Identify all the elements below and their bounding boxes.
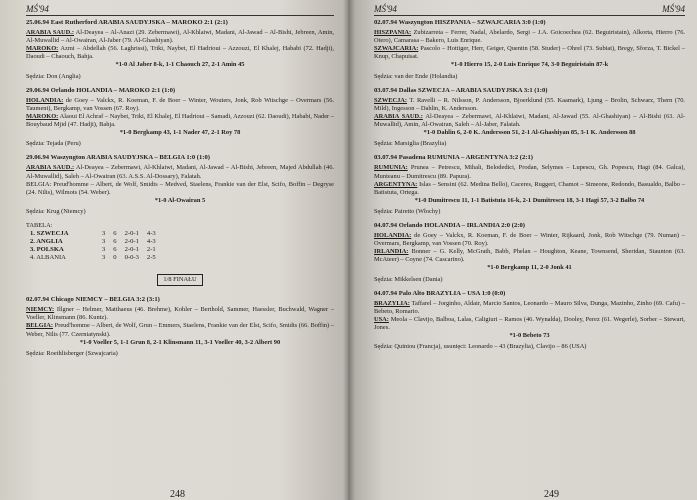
match-entry <box>26 296 334 358</box>
table-position: 4. <box>30 254 35 262</box>
team-lineup <box>374 29 685 45</box>
table-record: 0-0-3 <box>124 254 139 262</box>
match-entry <box>374 222 685 284</box>
lineup-text: T. Ravelli – R. Nilsson, P. Andersson, Bjoerklund (55. Kaamark), Ljung – Brolin, Schwarz, Thern (70. Mild), Ingesson – Dahlin, K. Andersson. <box>374 96 685 112</box>
team-name: RUMUNIA: <box>374 164 408 172</box>
goal-scorers: *1-0 Bergkamp 43, 1-1 Nader 47, 2-1 Roy 78 <box>119 129 241 137</box>
running-head <box>26 4 334 16</box>
table-points: 6 <box>113 230 117 238</box>
team-name: BELGIA: <box>26 322 53 330</box>
team-lineup <box>374 300 685 316</box>
lineup-text: Illgner – Helmer, Matthaeus (46. Brehme), Kohler – Berthold, Sammer, Haessler, Buchwald, Wagner – Voeller, Klinsmann (86. Kuntz). <box>26 306 334 322</box>
match-header: 29.06.94 Waszyngton ARABIA SAUDYJSKA – BELGIA 1:0 (1:0) <box>26 154 210 162</box>
table-points: 6 <box>113 246 117 254</box>
referee: Sędzia: van der Ende (Holandia) <box>374 72 458 80</box>
table-points: 0 <box>113 254 117 262</box>
team-lineup <box>374 181 685 197</box>
table-played: 3 <box>102 246 106 254</box>
goal-scorers: *1-0 Al-Owairan 5 <box>154 196 206 204</box>
match-entry <box>374 87 685 149</box>
match-entry <box>374 19 685 81</box>
table-record: 2-0-1 <box>124 238 139 246</box>
goal-scorers: *1-0 Hierro 15, 2-0 Luis Enrique 74, 3-0 Beguiristain 87-k <box>450 61 609 69</box>
match-entry <box>26 87 334 149</box>
table-team-name: SZWECJA <box>36 230 69 238</box>
match-header: 25.06.94 East Rutherford ARABIA SAUDYJSKA – MAROKO 2:1 (2:1) <box>26 19 228 26</box>
running-head-title: MŚ'94 <box>26 4 49 14</box>
match-entry <box>374 290 685 352</box>
book-gutter <box>343 0 355 500</box>
table-position: 3. <box>30 246 35 254</box>
group-table <box>26 222 334 262</box>
match-entry <box>26 19 334 81</box>
table-team <box>26 254 98 262</box>
match-entry <box>26 154 334 216</box>
team-name: SZWAJCARIA: <box>374 45 419 53</box>
table-played: 3 <box>102 254 106 262</box>
lineup-text: Islas – Sensini (62. Medina Bello), Caceres, Ruggeri, Chamot – Simeone, Redondo, Basualdo, Balbo – Batistuta, Ortega. <box>374 180 685 196</box>
goal-scorers: *1-0 Voeller 5, 1-1 Grun 8, 2-1 Klinsmann 11, 3-1 Voeller 40, 3-2 Albert 90 <box>79 338 281 346</box>
referee: Sędzia: Tejada (Peru) <box>26 140 81 148</box>
stage-label: 1/8 FINAŁU <box>157 274 203 286</box>
table-row <box>26 246 160 254</box>
match-header: 02.07.94 Waszyngton HISZPANIA – SZWAJCARIA 3:0 (1:0) <box>374 19 546 26</box>
team-name: IRLANDIA: <box>374 248 409 256</box>
table-position: 2. <box>30 238 35 246</box>
table-team-name: ANGLIA <box>36 238 63 246</box>
team-name: MAROKO: <box>26 112 59 120</box>
team-name: HOLANDIA: <box>374 232 412 240</box>
running-head-right: MŚ'94 <box>662 4 685 14</box>
team-name: MAROKO: <box>26 45 59 53</box>
running-head-title: MŚ'94 <box>374 4 397 14</box>
table-title: TABELA: <box>26 221 53 229</box>
page-number: 248 <box>170 489 185 500</box>
lineup-text: BELGIA: Preud'homme – Albert, de Wolf, Smidts – Medved, Staelens, Frankie van der Elst, Scifo, Boffin – Degryse (24. Nilis), Wilmots (54. Weber). <box>26 180 334 196</box>
table-row <box>26 238 160 246</box>
team-lineup <box>374 316 685 332</box>
table-team-name: ALBANIA <box>36 254 66 262</box>
left-page <box>0 0 348 500</box>
lineup-text: de Goey – Valckx, R. Koeman, F. de Boer – Winter, Wouters, Jonk, Rob Witschge – Overmars (56. Taument), Bergkamp, van Vossen (67. Roy). <box>26 96 334 112</box>
match-header: 29.06.94 Orlando HOLANDIA – MAROKO 2:1 (1:0) <box>26 86 176 94</box>
right-page <box>348 0 697 500</box>
table-row <box>26 230 160 238</box>
match-header: 04.07.94 Palo Alto BRAZYLIA – USA 1:0 (0:0) <box>374 289 506 297</box>
team-name: ARABIA SAUD.: <box>26 164 75 172</box>
table-team <box>26 230 98 238</box>
lineup-text: Taffarel – Jorginho, Aldair, Marcio Santos, Leonardo – Mauro Silva, Dunga, Mazinho, Zinho (69. Cafu) – Bebeto, Romario. <box>374 299 685 315</box>
team-lineup <box>26 97 334 113</box>
table-team <box>26 246 98 254</box>
table-points: 6 <box>113 238 117 246</box>
page-number: 249 <box>544 489 559 500</box>
goal-scorers: *1-0 Dumitrescu 11, 1-1 Batistuta 16-k, 2-1 Dumitrescu 18, 3-1 Hagi 57, 3-2 Balbo 74 <box>414 196 645 204</box>
team-lineup <box>26 113 334 129</box>
lineup-text: Alaoui El Achraf – Naybet, Triki, El Khalej, El Hadrioui – Samadi, Azzouzi (62. Daoudi), Hababi, Nader – Bouybaud Mjid (47. Hadji), Bahja. <box>26 112 334 129</box>
team-name: ARABIA SAUD.: <box>374 112 423 120</box>
lineup-text: Bonner – G. Kelly, McGrath, Babb, Phelan – Houghton, Keane, Townsend, Sheridan, Staunton (63. McAteer) – Coyne (74. Cascarino). <box>374 248 685 264</box>
table-played: 3 <box>102 238 106 246</box>
team-lineup <box>374 164 685 180</box>
referee: Sędzia: Roethlisberger (Szwajcaria) <box>26 349 118 357</box>
team-lineup <box>26 29 334 45</box>
goal-scorers: *1-0 Al Jaber 8-k, 1-1 Chaouch 27, 2-1 Amin 45 <box>115 61 245 69</box>
team-name: USA: <box>374 315 389 323</box>
table-goals: 4-3 <box>146 238 156 246</box>
table-goals: 4-3 <box>146 230 156 238</box>
team-lineup <box>26 45 334 61</box>
team-lineup <box>26 306 334 322</box>
team-lineup <box>26 181 334 197</box>
table-played: 3 <box>102 230 106 238</box>
match-entry <box>374 154 685 216</box>
table-goals: 2-5 <box>146 254 156 262</box>
team-name: HISZPANIA: <box>374 29 412 37</box>
team-lineup <box>374 113 685 129</box>
table-team-name: POLSKA <box>36 246 64 254</box>
match-header: 03.07.94 Pasadena RUMUNIA – ARGENTYNA 3:2 (2:1) <box>374 154 533 162</box>
lineup-text: Azmi – Abdellah (56. Laghrissi), Triki, Naybet, El Hadrioui – Azzouzi, El Khalej, Hababi (72. Hadji), Daoudi – Chaouch, Bahja. <box>26 45 334 61</box>
lineup-text: Zubizarreta – Ferrer, Nadal, Abelardo, Sergi – J.A. Goicoechea (62. Beguiristain), Alkorta, Hierro (76. Otero), Camarasa – Bakero, Luis Enrique. <box>374 29 685 45</box>
team-lineup <box>374 45 685 61</box>
lineup-text: Al-Deayea – Zebermawi, Al-Khlaiwi, Madani, Al-Jawad – Al-Bishi, Jebreen, Majed Abdullah (46. Al-Muwallid), Saleh – Al-Owairan (63. A.S.S. Al-Dossary), Falatah. <box>26 164 334 180</box>
standings-table <box>26 230 160 262</box>
table-position: 1. <box>30 230 35 238</box>
lineup-text: Al-Deayea – Al-Anazi (29. Zebermawi), Al-Khlaiwi, Madani, Al-Jawad – Al-Bishi, Jebreen, Amin, Al-Muwallid – Al-Owairan, Al-Jaber (79. Al-Ghashiyan). <box>26 29 334 45</box>
team-name: ARABIA SAUD.: <box>26 29 74 37</box>
team-name: NIEMCY: <box>26 306 55 314</box>
team-lineup <box>374 97 685 113</box>
table-record: 2-0-1 <box>124 246 139 254</box>
table-record: 2-0-1 <box>124 230 139 238</box>
lineup-text: Al-Deayea – Zebermawi, Al-Khlaiwi, Madani, Al-Jawad (55. Al-Ghashiyan) – Al-Bishi (63. Al-Muwallid), Amin, Al-Owairan, Saleh – Al-Jaber, Falatah. <box>374 112 685 129</box>
goal-scorers: *1-0 Bergkamp 11, 2-0 Jonk 41 <box>487 264 572 272</box>
team-name: ARGENTYNA: <box>374 180 418 188</box>
goal-scorers: *1-0 Bebeto 73 <box>509 332 550 340</box>
team-lineup <box>374 232 685 248</box>
referee: Sędzia: Krug (Niemcy) <box>26 207 86 215</box>
match-header: 03.07.94 Dallas SZWECJA – ARABIA SAUDYJSKA 3:1 (1:0) <box>374 86 548 94</box>
referee: Sędzia: Don (Anglia) <box>26 72 81 80</box>
team-name: BRAZYLIA: <box>374 299 410 307</box>
goal-scorers: *1-0 Dahlin 6, 2-0 K. Andersson 51, 2-1 Al-Ghashiyan 85, 3-1 K. Andersson 88 <box>423 129 636 137</box>
lineup-text: Pascolo – Hottiger, Herr, Geiger, Quentin (58. Studer) – Ohrel (73. Subiat), Bregy, Sforza, T. Bickel – Knup, Chapuisat. <box>374 45 685 61</box>
referee: Sędzia: Pairetto (Włochy) <box>374 207 441 215</box>
table-team <box>26 238 98 246</box>
referee: Sędzia: Quiniou (Francja), usunięci: Leonardo – 43 (Brazylia), Clavijo – 86 (USA) <box>374 343 587 351</box>
table-goals: 2-1 <box>146 246 156 254</box>
team-name: HOLANDIA: <box>26 96 64 104</box>
match-header: 04.07.94 Orlando HOLANDIA – IRLANDIA 2:0 (2:0) <box>374 221 525 229</box>
team-lineup <box>26 322 334 338</box>
lineup-text: Preud'homme – Albert, de Wolf, Grun – Emmers, Staelens, Frankie van der Elst, Scifo, Smidts (66. Boffin) – Weber, Nilis (77. Czerniatynski). <box>26 322 334 338</box>
match-header: 02.07.94 Chicago NIEMCY – BELGIA 3:2 (3:1) <box>26 296 160 304</box>
lineup-text: de Goey – Valckx, R. Koeman, F. de Boer – Winter, Rijkaard, Jonk, Rob Witschge (79. Numan) – Overmars, Bergkamp, van Vossen (70. Roy). <box>374 232 685 248</box>
referee: Sędzia: Marsiglia (Brazylia) <box>374 140 447 148</box>
team-lineup <box>374 248 685 264</box>
team-name: SZWECJA: <box>374 96 408 104</box>
lineup-text: Prunea – Petrescu, Mihali, Belodedici, Prodan, Selymes – Lupescu, Gh. Popescu, Hagi (84. Galca), Munteanu – Dumitrescu (89. Papura). <box>374 164 685 180</box>
running-head <box>374 4 685 16</box>
team-lineup <box>26 164 334 180</box>
table-row <box>26 254 160 262</box>
lineup-text: Meola – Clavijo, Balboa, Lalas, Caligiuri – Ramos (46. Wynalda), Dooley, Perez (61. Wegerle), Sorber – Stewart, Jones. <box>374 315 685 331</box>
referee: Sędzia: Mikkelsen (Dania) <box>374 275 443 283</box>
